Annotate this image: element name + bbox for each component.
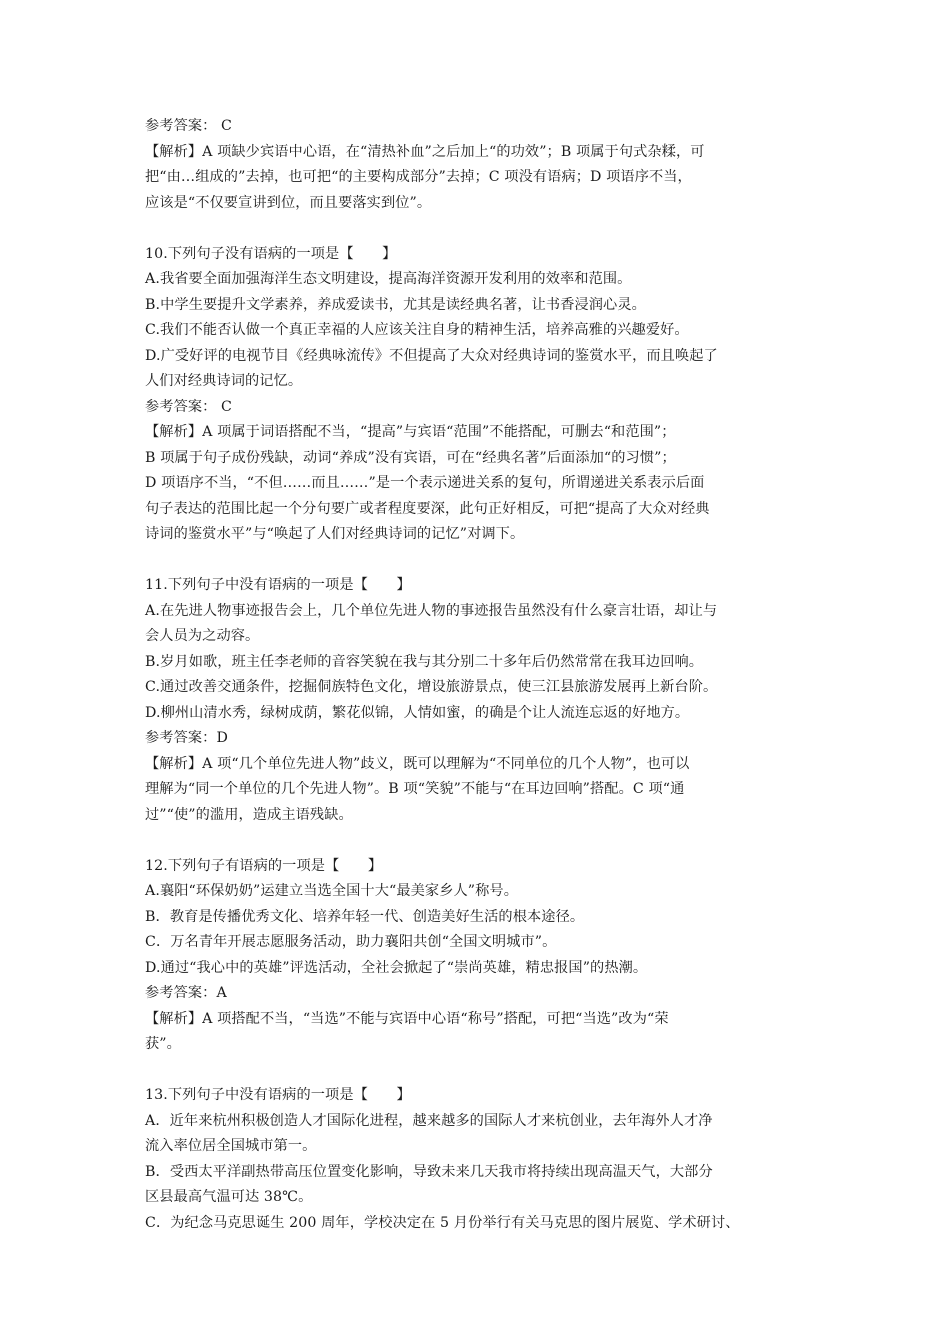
analysis-line: B 项属于句子成份残缺，动词“养成”没有宾语，可在“经典名著”后面添加“的习惯”；	[145, 449, 676, 466]
analysis-line: 理解为“同一个单位的几个先进人物”。B 项“笑貌”不能与“在耳边回响”搭配。C 项“通	[145, 781, 685, 797]
analysis-line: 【解析】A 项缺少宾语中心语，在“清热补血”之后加上“的功效”；B 项属于句式杂糅，可	[145, 143, 705, 160]
option-a: A.我省要全面加强海洋生态文明建设，提高海洋资源开发利用的效率和范围。	[145, 271, 632, 287]
spacer	[145, 548, 810, 574]
option-d-continued: 人们对经典诗词的记忆。	[145, 373, 303, 389]
question-block-13	[145, 1083, 810, 1236]
answer-line: 参考答案：D	[145, 730, 228, 746]
option-c: C．万名青年开展志愿服务活动，助力襄阳共创“全国文明城市”。	[145, 934, 557, 950]
option-d: D.广受好评的电视节目《经典咏流传》不但提高了大众对经典诗词的鉴赏水平，而且唤起了	[145, 347, 718, 364]
option-c: C．为纪念马克思诞生 200 周年，学校决定在 5 月份举行有关马克思的图片展览、学术研讨、	[145, 1214, 740, 1231]
question-stem: 10.下列句子没有语病的一项是【 】	[145, 245, 397, 262]
option-c: C.通过改善交通条件，挖掘侗族特色文化，增设旅游景点，使三江县旅游发展再上新台阶。	[145, 679, 718, 695]
option-b-continued: 区县最高气温可达 38℃。	[145, 1189, 313, 1205]
question-block-11	[145, 573, 810, 828]
option-d: D.通过“我心中的英雄”评选活动，全社会掀起了“崇尚英雄，精忠报国”的热潮。	[145, 959, 648, 976]
analysis-line: 获”。	[145, 1036, 181, 1052]
option-a-continued: 流入率位居全国城市第一。	[145, 1138, 317, 1154]
analysis-line: 句子表达的范围比起一个分句要广或者程度要深，此句正好相反，可把“提高了大众对经典	[145, 500, 710, 517]
spacer	[145, 216, 810, 242]
answer-line: 参考答案： C	[145, 118, 233, 134]
analysis-line: 诗词的鉴赏水平”与“唤起了人们对经典诗词的记忆”对调下。	[145, 526, 525, 542]
answer-line: 参考答案：A	[145, 985, 227, 1001]
option-c: C.我们不能否认做一个真正幸福的人应该关注自身的精神生活，培养高雅的兴趣爱好。	[145, 322, 689, 338]
option-b: B．教育是传播优秀文化、培养年轻一代、创造美好生活的根本途径。	[145, 908, 585, 925]
option-b: B.中学生要提升文学素养，养成爱读书，尤其是读经典名著，让书香浸润心灵。	[145, 296, 646, 313]
option-a: A．近年来杭州积极创造人才国际化进程，越来越多的国际人才来杭创业，去年海外人才净	[145, 1112, 713, 1129]
option-a: A.在先进人物事迹报告会上，几个单位先进人物的事迹报告虽然没有什么豪言壮语，却让与	[145, 602, 718, 619]
analysis-line: 过”“使”的滥用，造成主语残缺。	[145, 806, 353, 823]
analysis-line: D 项语序不当，“不但……而且……”是一个表示递进关系的复句，所谓递进关系表示后面	[145, 475, 705, 491]
analysis-line: 应该是“不仅要宣讲到位，而且要落实到位”。	[145, 194, 432, 211]
option-b: B．受西太平洋副热带高压位置变化影响，导致未来几天我市将持续出现高温天气，大部分	[145, 1163, 713, 1180]
spacer	[145, 1058, 810, 1084]
option-a: A.襄阳“环保奶奶”运建立当选全国十大“最美家乡人”称号。	[145, 883, 518, 899]
option-b: B.岁月如歌，班主任李老师的音容笑貌在我与其分别二十多年后仍然常常在我耳边回响。	[145, 653, 704, 670]
spacer	[145, 828, 810, 854]
analysis-line: 【解析】A 项“几个单位先进人物”歧义，既可以理解为“不同单位的几个人物”，也可以	[145, 755, 690, 772]
option-a-continued: 会人员为之动容。	[145, 628, 260, 644]
answer-block	[145, 114, 810, 216]
document-page	[145, 114, 810, 1236]
question-stem: 11.下列句子中没有语病的一项是【 】	[145, 577, 411, 593]
option-d: D.柳州山清水秀，绿树成荫，繁花似锦，人情如蜜，的确是个让人流连忘返的好地方。	[145, 704, 690, 721]
question-block-10	[145, 242, 810, 548]
analysis-line: 把“由…组成的”去掉，也可把“的主要构成部分”去掉；C 项没有语病；D 项语序不当，	[145, 169, 692, 185]
answer-line: 参考答案： C	[145, 398, 233, 415]
question-stem: 13.下列句子中没有语病的一项是【 】	[145, 1087, 411, 1103]
analysis-line: 【解析】A 项属于词语搭配不当，“提高”与宾语“范围”不能搭配，可删去“和范围”；	[145, 424, 676, 440]
analysis-line: 【解析】A 项搭配不当，“当选”不能与宾语中心语“称号”搭配，可把“当选”改为“荣	[145, 1010, 669, 1027]
question-block-12	[145, 854, 810, 1058]
question-stem: 12.下列句子有语病的一项是【 】	[145, 857, 383, 874]
